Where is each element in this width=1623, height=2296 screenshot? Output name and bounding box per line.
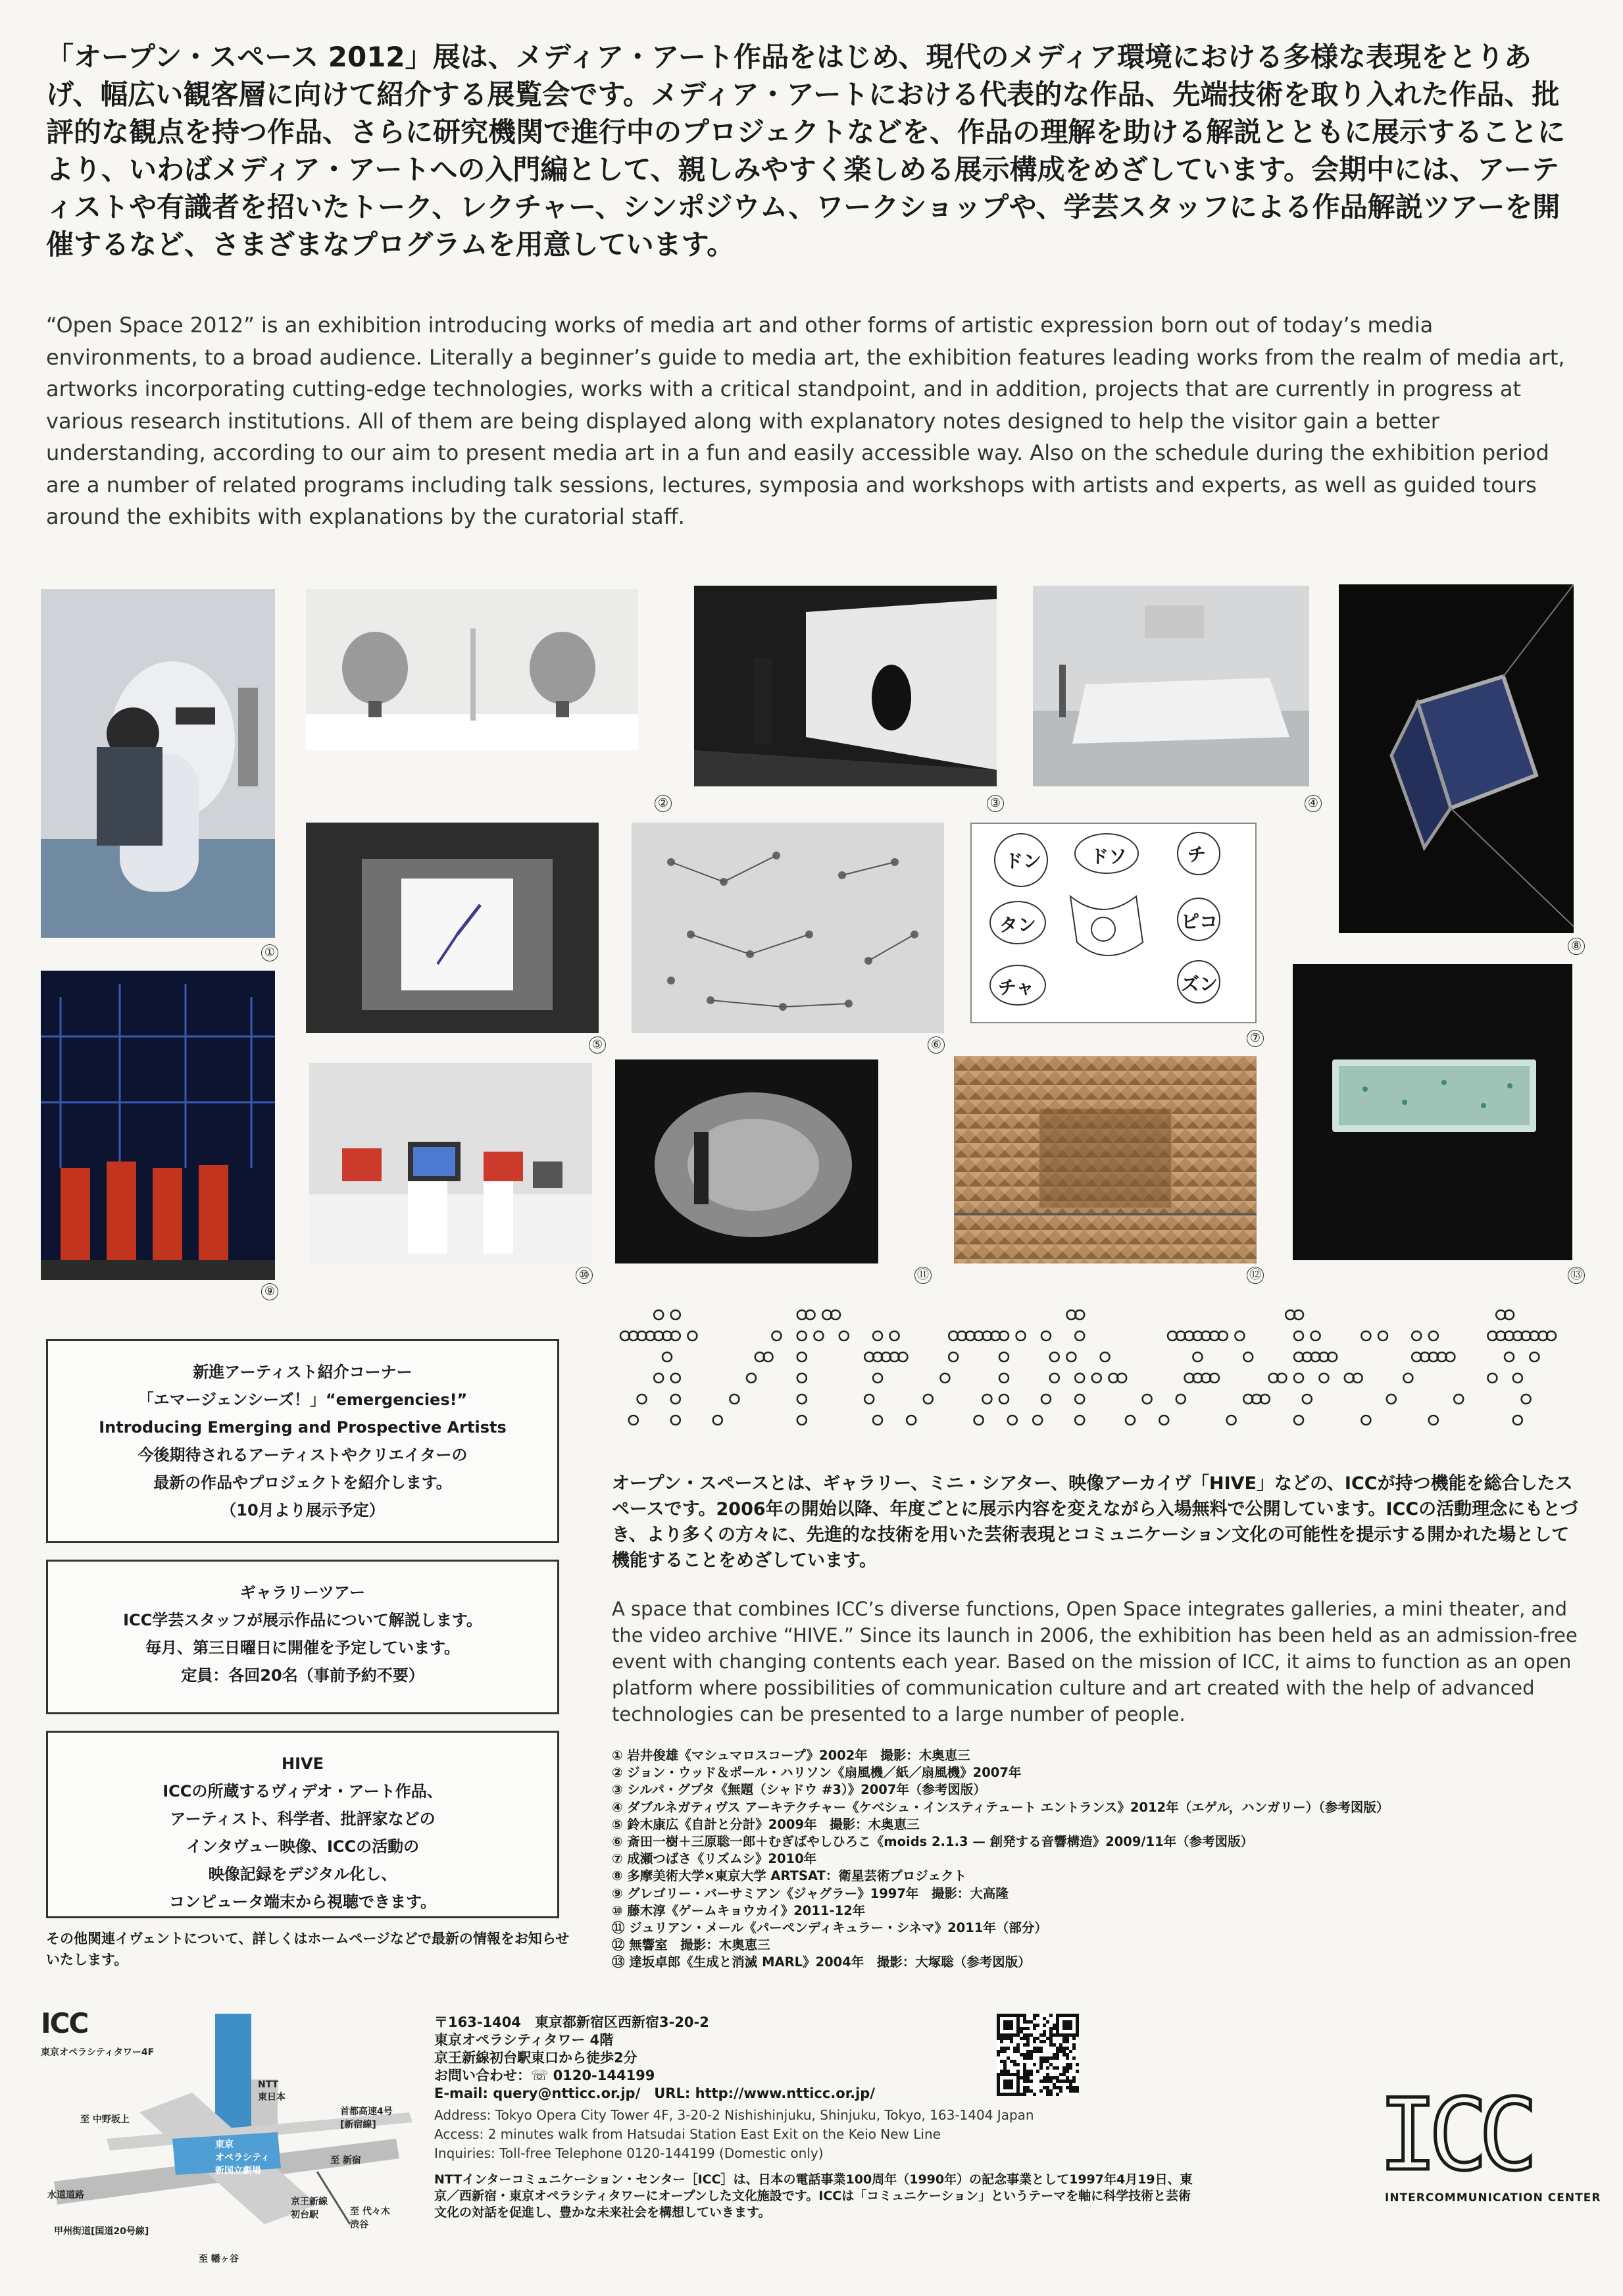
photo-number-8: ⑧ [1568, 938, 1585, 955]
photo-5-clock [306, 823, 599, 1033]
box1-line5: 最新の作品やプロジェクトを紹介します。 [153, 1473, 452, 1492]
photo-number-2: ② [655, 795, 672, 812]
credit-2: ② ジョン・ウッド＆ポール・ハリソン《扇風機／紙／扇風機》2007年 [612, 1765, 1022, 1781]
logotype-dot [1041, 1394, 1051, 1404]
logotype-dot [839, 1331, 849, 1340]
map-keio-station: 京王新線 初台駅 [291, 2197, 328, 2220]
photo-8-satellite [1339, 584, 1574, 933]
credit-10: ⑩ 藤木淳《ゲームキョウカイ》2011-12年 [612, 1902, 866, 1918]
credit-9: ⑨ グレゴリー・バーサミアン《ジャグラー》1997年 撮影：大高隆 [612, 1885, 1009, 1901]
logotype-dot [1387, 1394, 1396, 1404]
address-en-line-2: Access: 2 minutes walk from Hatsudai Station East Exit on the Keio New Line [434, 2126, 941, 2142]
logotype-dot [1361, 1416, 1370, 1425]
map-suidou-road: 水道道路 [47, 2190, 84, 2201]
logotype-dot [1303, 1394, 1312, 1404]
icc-logo-caption: INTERCOMMUNICATION CENTER [1385, 2191, 1601, 2205]
logotype-dot [1193, 1352, 1202, 1362]
drawing-word-2: ドソ [1090, 846, 1128, 867]
logotype-dot [1050, 1352, 1059, 1362]
logotype-dot [747, 1373, 756, 1383]
logotype-dot [1075, 1394, 1084, 1404]
box3-line5: 映像記録をデジタル化し、 [208, 1865, 397, 1883]
logotype-dot [1294, 1373, 1303, 1383]
logotype-dot [671, 1394, 680, 1404]
logotype-dot [1159, 1416, 1168, 1425]
logotype-dot [924, 1394, 933, 1404]
map-ntt: NTT 東日本 [258, 2079, 286, 2103]
photo-number-9: ⑨ [261, 1283, 278, 1300]
logotype-dot [873, 1373, 882, 1383]
box1-line4: 今後期待されるアーティストやクリエイターの [137, 1446, 468, 1464]
logotype-dot [772, 1331, 781, 1340]
photo-12-anechoic-room [954, 1056, 1257, 1263]
map-opera-city: 東京 オペラシティ 新国立劇場 [215, 2139, 270, 2176]
logotype-dot [890, 1331, 899, 1340]
photo-number-6: ⑥ [928, 1036, 945, 1054]
box3-line3: アーティスト、科学者、批評家などの [170, 1810, 436, 1828]
logotype-dot [1429, 1331, 1438, 1340]
open-space-dotted-logotype [618, 1303, 1579, 1435]
box2-line3: 毎月、第三日曜日に開催を予定しています。 [145, 1639, 461, 1657]
logotype-dot [974, 1416, 984, 1425]
photo-number-11: ⑪ [914, 1267, 932, 1284]
credit-11: ⑪ ジュリアン・メール《パーペンディキュラー・シネマ》2011年（部分） [612, 1920, 1047, 1936]
map-to-nakano: 至 中野坂上 [80, 2114, 130, 2125]
credit-5: ⑤ 鈴木康広《自計と分計》2009年 撮影：木奥恵三 [612, 1816, 920, 1832]
drawing-word-5: ピコ [1181, 911, 1218, 932]
box3-line6: コンピュータ端末から視聴できます。 [168, 1893, 437, 1911]
map-shutoko: 首都高速4号 [新宿線] [340, 2106, 393, 2130]
logotype-dot [999, 1394, 1009, 1404]
logotype-dot [730, 1394, 739, 1404]
photo-number-4: ④ [1305, 795, 1322, 812]
logotype-dot [654, 1310, 663, 1319]
map-to-yoyogi: 至 代々木 渋谷 [350, 2207, 390, 2230]
address-japanese [434, 2014, 1197, 2103]
icc-logo [1378, 2078, 1576, 2193]
logotype-dot [873, 1416, 882, 1425]
photo-number-3: ③ [987, 795, 1004, 812]
credit-4: ④ ダブルネガティヴス アーキテクチャー《ケベシュ・インスティテュート エントランス》2012年（エゲル，ハンガリー）（参考図版） [612, 1799, 1389, 1815]
address-en-line-3: Inquiries: Toll-free Telephone 0120-144199 (Domestic only) [434, 2145, 824, 2161]
map-koshu-kaido: 甲州街道[国道20号線] [54, 2226, 149, 2237]
logotype-dot [637, 1394, 647, 1404]
box2-line1: ギャラリーツアー [239, 1583, 366, 1602]
box1-line6: （10月より展示予定） [220, 1501, 385, 1519]
logotype-dot [1487, 1373, 1497, 1383]
photo-number-13: ⑬ [1568, 1267, 1585, 1284]
logotype-dot [999, 1352, 1009, 1362]
photo-6-moids [632, 823, 944, 1033]
related-events-note: その他関連イヴェントについて、詳しくはホームページなどで最新の情報をお知らせいたします。 [46, 1931, 570, 1968]
logotype-dot [1235, 1331, 1244, 1340]
photo-4-entrance [1033, 586, 1309, 786]
credit-6: ⑥ 斎田一樹＋三原聡一郎＋むぎばやしひろこ《moids 2.1.3 — 創発する音響構造》2009/11年（参考図版） [612, 1834, 1254, 1850]
address-line-5: E-mail: query@ntticc.or.jp/ URL: http://www.ntticc.or.jp/ [434, 2085, 875, 2101]
map-to-hatagaya: 至 幡ヶ谷 [199, 2254, 239, 2264]
logotype-dot [1092, 1373, 1101, 1383]
logotype-dot [814, 1331, 823, 1340]
logotype-dot [982, 1394, 991, 1404]
address-line-4: お問い合わせ：☏ 0120-144199 [434, 2068, 655, 2083]
photo-9-juggler [41, 971, 275, 1280]
credit-13: ⑬ 達坂卓郎《生成と消滅 MARL》2004年 撮影：大塚聡（参考図版） [612, 1954, 1031, 1970]
logotype-dot [1033, 1416, 1042, 1425]
logotype-dot [1513, 1373, 1522, 1383]
map-tower-label: 東京オペラシティタワー4F [41, 2047, 155, 2058]
logotype-dot [1311, 1331, 1320, 1340]
logotype-dot [873, 1331, 882, 1340]
logotype-dot [629, 1416, 638, 1425]
logotype-dot [671, 1416, 680, 1425]
logotype-dot [713, 1416, 722, 1425]
logotype-dot [797, 1416, 807, 1425]
icc-logo-text: ICC [1378, 2078, 1529, 2193]
logotype-dot [1066, 1352, 1076, 1362]
logotype-dot [1412, 1331, 1421, 1340]
logotype-dot [1361, 1331, 1370, 1340]
logotype-dot [671, 1373, 680, 1383]
logotype-dot [687, 1331, 697, 1340]
gallery-tour-box [46, 1560, 559, 1714]
photo-number-7: ⑦ [1247, 1030, 1264, 1047]
box2-line2: ICC学芸スタッフが展示作品について解説します。 [123, 1611, 482, 1629]
photo-2-fans [306, 589, 638, 750]
logotype-dot [1319, 1373, 1328, 1383]
about-icc: NTTインターコミュニケーション・センター［ICC］は、日本の電話事業100周年（1990年）の記念事業として1997年4月19日、東京／西新宿・東京オペラシティタワーにオープンした文化施設です。ICCは「コミュニケーション」というテーマを軸に科学技術と芸術文化の対話を促進し、豊かな未来社会を構想していきます。 [434, 2172, 1193, 2220]
credit-1: ① 岩井俊雄《マシュマロスコープ》2002年 撮影：木奥恵三 [612, 1748, 970, 1763]
map-logo: ICC [41, 2007, 88, 2039]
logotype-dot [1429, 1416, 1438, 1425]
logotype-dot [1075, 1416, 1084, 1425]
box3-line1: HIVE [282, 1754, 324, 1773]
credit-8: ⑧ 多摩美術大学×東京大学 ARTSAT：衛星芸術プロジェクト [612, 1868, 966, 1884]
logotype-dot [1041, 1331, 1051, 1340]
logotype-dot [1243, 1352, 1253, 1362]
open-space-description-japanese: オープン・スペースとは、ギャラリー、ミニ・シアター、映像アーカイヴ「HIVE」などの、ICCが持つ機能を総合したスペースです。2006年の開始以降、年度ごとに展示内容を変えながら入場無料で公開しています。ICCの活動理念にもとづき、より多くの方々に、先進的な技術を用いた芸術表現とコミュニケーション文化の可能性を提示する開かれた場として機能することをめざしています。 [612, 1473, 1578, 1571]
logotype-dot [662, 1352, 672, 1362]
logotype-dot [1505, 1352, 1514, 1362]
address-line-1: 〒163-1404 東京都新宿区西新宿3-20-2 [434, 2014, 709, 2030]
intro-english: “Open Space 2012” is an exhibition introducing works of media art and other forms of artistic expression born out of today’s media environments, to a broad audience. Literally a beginner’s guide to media art, the exhibition features leading works from the realm of media art, artworks incorporating cutting-edge technologies, works with a critical standpoint, and in addition, projects that are currently in progress at various research institutions. All of them are being displayed along with explanatory notes designed to help the visitor gain a better understanding, according to our aim to present media art in a fun and easily accessible way. Also on the schedule during the exhibition period are a number of related programs including talk sessions, lectures, symposia and workshops with artists and experts, as well as guided tours around the exhibits with explanations by the curatorial staff. [46, 313, 1565, 529]
drawing-word-3: チ [1187, 844, 1207, 865]
intro-japanese: 「オープン・スペース 2012」展は、メディア・アート作品をはじめ、現代のメディア環境における多様な表現をとりあげ、幅広い観客層に向けて紹介する展覧会です。メディア・アートにおける代表的な作品、先端技術を取り入れた作品、批評的な観点を持つ作品、さらに研究機関で進行中のプロジェクトなどを、作品の理解を助ける解説とともに展示することにより、いわばメディア・アートへの入門編として、親しみやすく楽しめる展示構成をめざしています。会期中には、アーティストや有識者を招いたトーク、レクチャー、シンポジウム、ワークショップや、学芸スタッフによる作品解説ツアーを開催するなど、さまざまなプログラムを用意しています。 [46, 41, 1566, 261]
logotype-dot [797, 1373, 807, 1383]
address-english [434, 2106, 1197, 2163]
address-en-line-1: Address: Tokyo Opera City Tower 4F, 3-20-2 Nishishinjuku, Shinjuku, Tokyo, 163-1404 Japan [434, 2107, 1034, 2123]
logotype-dot [797, 1352, 807, 1362]
photo-number-1: ① [261, 944, 278, 961]
logotype-dot [1075, 1373, 1084, 1383]
credit-12: ⑫ 無響室 撮影：木奥恵三 [612, 1937, 770, 1953]
logotype-dot [1522, 1394, 1531, 1404]
hive-box [46, 1731, 559, 1918]
photo-1-marshmallow-scope [41, 589, 275, 938]
drawing-word-6: チャ [998, 977, 1035, 998]
drawing-word-4: タン [999, 914, 1037, 936]
logotype-dot [1176, 1394, 1186, 1404]
logotype-dot [1403, 1373, 1412, 1383]
logotype-dot [1143, 1394, 1152, 1404]
logotype-dot [1530, 1352, 1539, 1362]
open-space-description-english: A space that combines ICC’s diverse functions, Open Space integrates galleries, a mini theater, and the video archive “HIVE.” Since its launch in 2006, the exhibition has been held as an admission-free event with changing contents each year. Based on the mission of ICC, it aims to function as an open platform where possibilities of communication culture and art created with the help of advanced technologies can be presented to a large number of people. [612, 1598, 1578, 1725]
box1-line1: 新進アーティスト紹介コーナー [193, 1363, 412, 1381]
emerging-artists-box [46, 1339, 559, 1543]
logotype-dot [1126, 1416, 1135, 1425]
logotype-dot [864, 1394, 874, 1404]
box3-line2: ICCの所蔵するヴィデオ・アート作品、 [162, 1782, 443, 1800]
logotype-dot [797, 1331, 807, 1340]
map-to-shinjuku: 至 新宿 [330, 2155, 361, 2166]
photo-11-perpendicular-cinema [615, 1059, 878, 1263]
access-map [41, 2007, 422, 2270]
logotype-dot [940, 1373, 949, 1383]
photo-13-marl [1293, 964, 1572, 1260]
photo-10-game-kyoukai [309, 1063, 592, 1263]
photo-number-5: ⑤ [589, 1036, 606, 1054]
logotype-dot [1227, 1416, 1236, 1425]
logotype-dot [1008, 1416, 1017, 1425]
logotype-dot [671, 1310, 680, 1319]
box2-line4: 定員：各回20名（事前予約不要） [181, 1666, 424, 1685]
box1-line3: Introducing Emerging and Prospective Artists [99, 1418, 507, 1437]
photo-3-shadow [694, 586, 997, 786]
address-line-2: 東京オペラシティタワー 4階 [434, 2032, 614, 2048]
logotype-dot [1378, 1331, 1387, 1340]
drawing-word-7: ズン [1181, 973, 1218, 995]
logotype-dot [1454, 1394, 1463, 1404]
logotype-dot [797, 1394, 807, 1404]
photo-number-12: ⑫ [1247, 1267, 1264, 1284]
logotype-dot [907, 1416, 916, 1425]
photo-credits [612, 1747, 1586, 1972]
drawing-word-1: ドン [1005, 850, 1042, 872]
credit-3: ③ シルパ・グプタ《無題（シャドウ #3）》2007年（参考図版） [612, 1782, 986, 1798]
logotype-dot [1050, 1373, 1059, 1383]
logotype-dot [1294, 1416, 1303, 1425]
logotype-dot [1016, 1331, 1026, 1340]
box1-line2: 「エマージェンシーズ！」“emergencies!” [137, 1390, 468, 1409]
address-line-3: 京王新線初台駅東口から徒歩2分 [434, 2050, 637, 2066]
logotype-dot [1075, 1331, 1084, 1340]
photo-number-10: ⑩ [576, 1267, 593, 1284]
logotype-dot [1101, 1352, 1110, 1362]
photo-7-rhythmushi-drawing [970, 823, 1257, 1023]
box3-line4: インタヴュー映像、ICCの活動の [186, 1837, 420, 1856]
credit-7: ⑦ 成瀬つばさ《リズムシ》2010年 [612, 1851, 817, 1867]
logotype-dot [949, 1352, 958, 1362]
logotype-dot [1513, 1416, 1522, 1425]
qr-code-icon[interactable] [997, 2014, 1079, 2096]
logotype-dot [999, 1373, 1009, 1383]
logotype-dot [1294, 1331, 1303, 1340]
logotype-dot [654, 1373, 663, 1383]
